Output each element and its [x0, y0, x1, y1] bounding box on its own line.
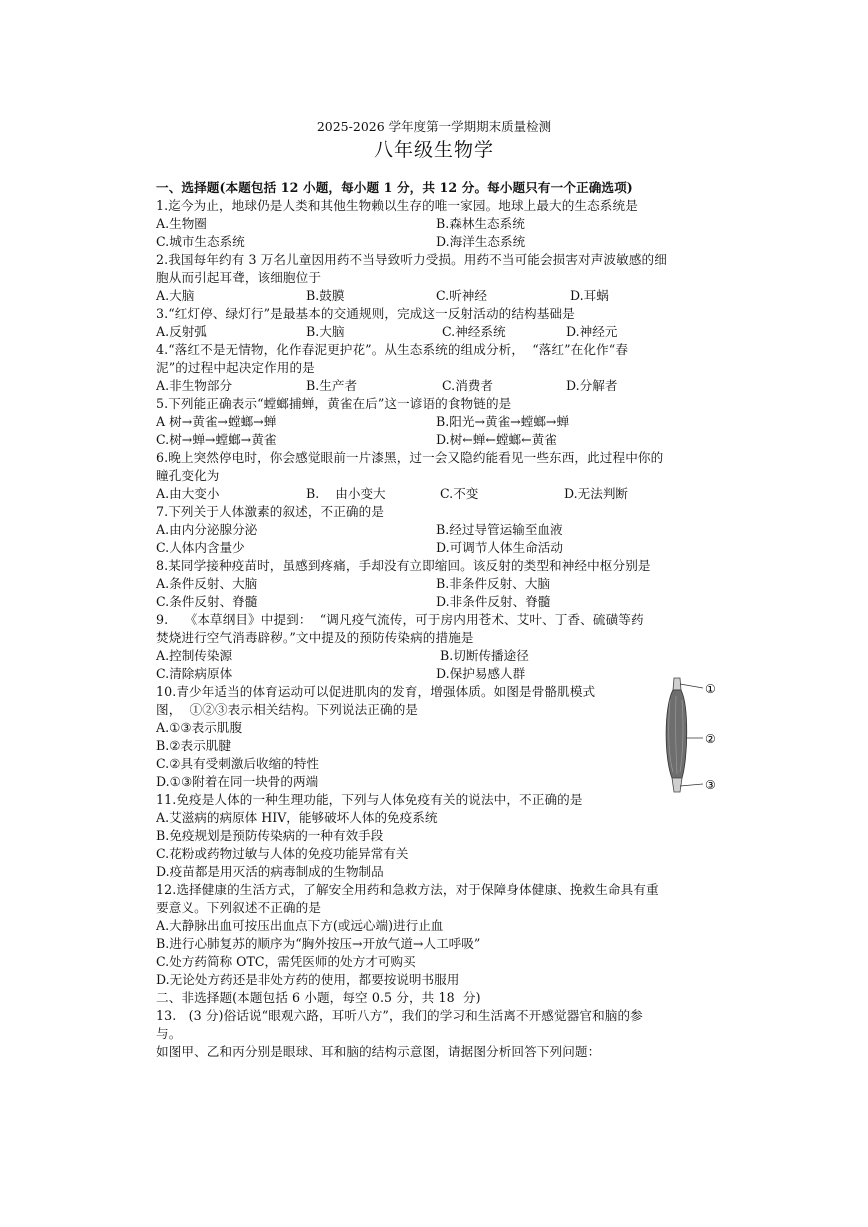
- q3-option-a: A.反射弧: [156, 324, 207, 339]
- q8-option-d: D.非条件反射、脊髓: [436, 594, 551, 609]
- q2-stem-line2: 胞从而引起耳聋，该细胞位于: [156, 270, 322, 285]
- q10-stem-line2: 图， ①②③表示相关结构。下列说法正确的是: [156, 702, 419, 717]
- q6-option-a: A.由大变小: [156, 486, 220, 501]
- q4-option-c: C.消费者: [442, 378, 493, 393]
- q4-option-a: A.非生物部分: [156, 378, 233, 393]
- q5-option-d: D.树←蝉←螳螂←黄雀: [436, 432, 557, 447]
- q1-option-d: D.海洋生态系统: [436, 234, 526, 249]
- q2-option-a: A.大脑: [156, 288, 195, 303]
- q4-stem-line2: 泥”的过程中起决定作用的是: [156, 360, 315, 375]
- q3-option-d: D.神经元: [566, 324, 618, 339]
- q7-option-d: D.可调节人体生命活动: [436, 540, 563, 555]
- q7-stem: 7.下列关于人体激素的叙述，不正确的是: [156, 504, 385, 519]
- q13-stem-line2: 与。: [156, 1026, 182, 1041]
- q9-option-a: A.控制传染源: [156, 648, 233, 663]
- q13-stem-line1: 13. (3 分)俗话说“眼观六路，耳听八方”，我们的学习和生活离不开感觉器官和脑的参: [156, 1008, 643, 1023]
- q12-stem-line1: 12.选择健康的生活方式，了解安全用药和急救方法，对于保障身体健康、挽救生命具有重: [156, 882, 659, 897]
- q10-stem-line1: 10.青少年适当的体育运动可以促进肌肉的发育，增强体质。如图是骨骼肌模式: [156, 684, 596, 699]
- q9-stem-line1: 9. 《本草纲目》中提到： “调凡疫气流传，可于房内用苍术、艾叶、丁香、硫磺等药: [156, 612, 644, 627]
- q12-option-d: D.无论处方药还是非处方药的使用，都要按说明书服用: [156, 972, 460, 987]
- q8-stem: 8.某同学接种疫苗时，虽感到疼痛，手却没有立即缩回。该反射的类型和神经中枢分别是: [156, 558, 651, 573]
- q6-stem-line1: 6.晚上突然停电时，你会感觉眼前一片漆黑，过一会又隐约能看见一些东西，此过程中你的: [156, 450, 664, 465]
- q11-option-b: B.免疫规划是预防传染病的一种有效手段: [156, 828, 384, 843]
- q3-option-c: C.神经系统: [442, 324, 506, 339]
- fig-label-3: ③: [705, 778, 716, 792]
- skeletal-muscle-figure: [656, 676, 736, 794]
- q1-option-a: A.生物圈: [156, 216, 207, 231]
- section-2-heading: 二、非选择题(本题包括 6 小题，每空 0.5 分，共 18 分): [156, 990, 481, 1005]
- q4-stem-line1: 4.“落红不是无情物，化作春泥更护花”。从生态系统的组成分析， “落红”在化作“春: [156, 342, 629, 357]
- q2-option-d: D.耳蜗: [570, 288, 609, 303]
- q9-option-b: B.切断传播途径: [440, 648, 529, 663]
- fig-label-1: ①: [705, 682, 716, 696]
- q10-option-c: C.②具有受刺激后收缩的特性: [156, 756, 320, 771]
- q10-option-d: D.①③附着在同一块骨的两端: [156, 774, 319, 789]
- q7-option-b: B.经过导管运输至血液: [436, 522, 563, 537]
- q12-option-b: B.进行心肺复苏的顺序为“胸外按压→开放气道→人工呼吸”: [156, 936, 481, 951]
- q4-option-b: B.生产者: [306, 378, 358, 393]
- q6-stem-line2: 瞳孔变化为: [156, 468, 220, 483]
- q8-option-c: C.条件反射、脊髓: [156, 594, 258, 609]
- q8-option-a: A.条件反射、大脑: [156, 576, 258, 591]
- q10-option-b: B.②表示肌腱: [156, 738, 231, 753]
- q10-option-a: A.①③表示肌腹: [156, 720, 243, 735]
- q6-option-c: C.不变: [440, 486, 479, 501]
- q6-option-b: B. 由小变大: [306, 486, 386, 501]
- q11-option-c: C.花粉或药物过敏与人体的免疫功能异常有关: [156, 846, 409, 861]
- q1-option-c: C.城市生态系统: [156, 234, 245, 249]
- exam-term: 2025-2026 学年度第一学期期末质量检测: [316, 119, 552, 134]
- q2-option-b: B.鼓膜: [306, 288, 345, 303]
- q9-option-d: D.保护易感人群: [436, 666, 526, 681]
- exam-title: 八年级生物学: [373, 139, 494, 161]
- q9-option-c: C.清除病原体: [156, 666, 233, 681]
- q13-stem-line3: 如图甲、乙和丙分别是眼球、耳和脑的结构示意图，请据图分析回答下列问题：: [156, 1044, 601, 1059]
- q5-option-a: A 树→黄雀→螳螂→蝉: [156, 414, 277, 429]
- q6-option-d: D.无法判断: [564, 486, 629, 501]
- q12-option-c: C.处方药简称 OTC，需凭医师的处方才可购买: [156, 954, 416, 969]
- q5-stem: 5.下列能正确表示“螳螂捕蝉，黄雀在后”这一谚语的食物链的是: [156, 396, 512, 411]
- q5-option-b: B.阳光→黄雀→螳螂→蝉: [436, 414, 570, 429]
- q2-option-c: C.听神经: [436, 288, 487, 303]
- q11-stem: 11.免疫是人体的一种生理功能，下列与人体免疫有关的说法中，不正确的是: [156, 792, 583, 807]
- tendon-top: [673, 678, 681, 690]
- q3-option-b: B.大脑: [306, 324, 345, 339]
- q9-stem-line2: 焚烧进行空气消毒辟秽。”文中提及的预防传染病的措施是: [156, 630, 474, 645]
- q12-option-a: A.大静脉出血可按压出血点下方(或远心端)进行止血: [156, 918, 444, 933]
- q11-option-a: A.艾滋病的病原体 HIV，能够破坏人体的免疫系统: [156, 810, 438, 825]
- q7-option-a: A.由内分泌腺分泌: [156, 522, 258, 537]
- q8-option-b: B.非条件反射、大脑: [436, 576, 551, 591]
- q4-option-d: D.分解者: [566, 378, 618, 393]
- q2-stem-line1: 2.我国每年约有 3 万名儿童因用药不当导致听力受损。用药不当可能会损害对声波敏感的细: [156, 252, 667, 267]
- q12-stem-line2: 要意义。下列叙述不正确的是: [156, 900, 322, 915]
- q1-option-b: B.森林生态系统: [436, 216, 525, 231]
- q1-stem: 1.迄今为止，地球仍是人类和其他生物赖以生存的唯一家园。地球上最大的生态系统是: [156, 198, 638, 213]
- q11-option-d: D.疫苗都是用灭活的病毒制成的生物制品: [156, 864, 384, 879]
- q3-stem: 3.“红灯停、绿灯行”是最基本的交通规则，完成这一反射活动的结构基础是: [156, 306, 575, 321]
- q7-option-c: C.人体内含量少: [156, 540, 245, 555]
- fig-label-2: ②: [705, 732, 716, 746]
- section-1-heading: 一、选择题(本题包括 12 小题，每小题 1 分，共 12 分。每小题只有一个正确选项): [156, 180, 633, 195]
- q5-option-c: C.树→蝉→螳螂→黄雀: [156, 432, 277, 447]
- tendon-bottom: [672, 778, 682, 792]
